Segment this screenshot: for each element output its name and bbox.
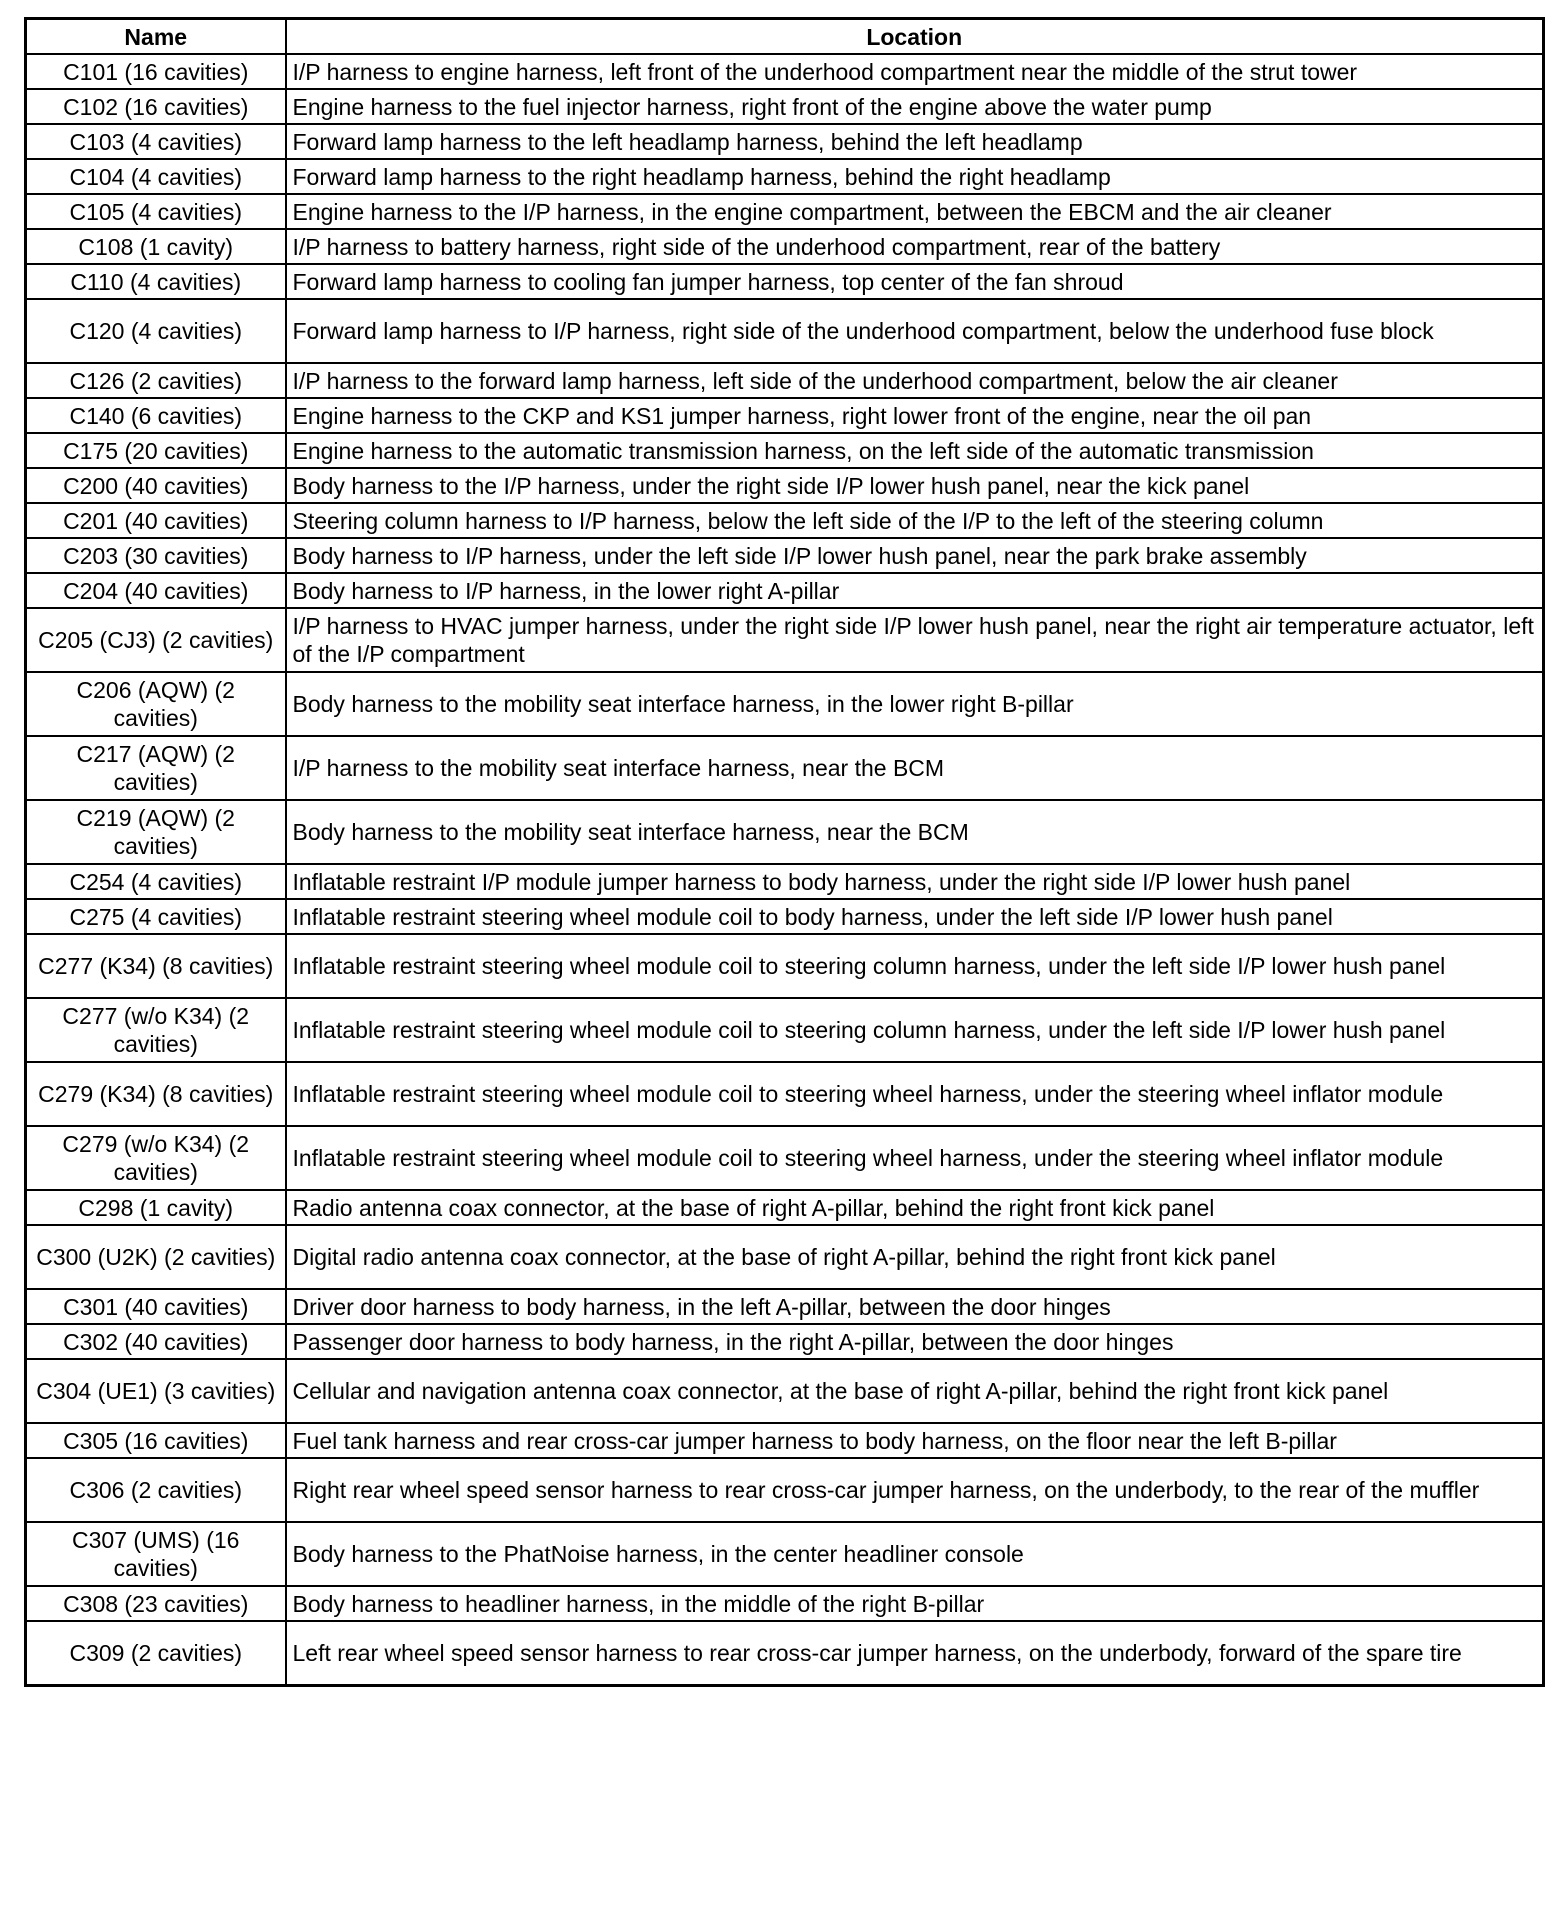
table-row [26, 934, 1544, 998]
connector-location: I/P harness to HVAC jumper harness, under the right side I/P lower hush panel, near the right air temperature actuator, left of the I/P compartment [286, 608, 1544, 672]
connector-name: C101 (16 cavities) [26, 54, 286, 89]
connector-location: Inflatable restraint steering wheel module coil to steering column harness, under the left side I/P lower hush panel [286, 934, 1544, 998]
connector-location: I/P harness to battery harness, right side of the underhood compartment, rear of the battery [286, 229, 1544, 264]
connector-name: C102 (16 cavities) [26, 89, 286, 124]
connector-location: Digital radio antenna coax connector, at the base of right A-pillar, behind the right front kick panel [286, 1225, 1544, 1289]
connector-name: C200 (40 cavities) [26, 468, 286, 503]
table-row [26, 899, 1544, 934]
connector-location: Forward lamp harness to the right headlamp harness, behind the right headlamp [286, 159, 1544, 194]
table-row [26, 1621, 1544, 1686]
table-row [26, 1190, 1544, 1225]
table-row [26, 608, 1544, 672]
connector-location: Inflatable restraint steering wheel module coil to body harness, under the left side I/P lower hush panel [286, 899, 1544, 934]
connector-name: C275 (4 cavities) [26, 899, 286, 934]
connector-name: C204 (40 cavities) [26, 573, 286, 608]
connector-location: Inflatable restraint steering wheel module coil to steering wheel harness, under the steering wheel inflator module [286, 1062, 1544, 1126]
table-row [26, 1359, 1544, 1423]
table-row [26, 1225, 1544, 1289]
connector-location-table [24, 17, 1545, 1687]
connector-name: C254 (4 cavities) [26, 864, 286, 899]
connector-location: Right rear wheel speed sensor harness to rear cross-car jumper harness, on the underbody, to the rear of the muffler [286, 1458, 1544, 1522]
table-row [26, 159, 1544, 194]
table-row [26, 468, 1544, 503]
table-row [26, 1126, 1544, 1190]
table-row [26, 1062, 1544, 1126]
connector-name: C203 (30 cavities) [26, 538, 286, 573]
connector-location: Body harness to the mobility seat interface harness, near the BCM [286, 800, 1544, 864]
connector-location: Steering column harness to I/P harness, below the left side of the I/P to the left of the steering column [286, 503, 1544, 538]
connector-name: C105 (4 cavities) [26, 194, 286, 229]
connector-location: Driver door harness to body harness, in the left A-pillar, between the door hinges [286, 1289, 1544, 1324]
connector-location: Radio antenna coax connector, at the base of right A-pillar, behind the right front kick panel [286, 1190, 1544, 1225]
table-header-row [26, 19, 1544, 55]
table-body [26, 54, 1544, 1686]
connector-location: Inflatable restraint steering wheel module coil to steering wheel harness, under the steering wheel inflator module [286, 1126, 1544, 1190]
connector-name: C110 (4 cavities) [26, 264, 286, 299]
connector-location: I/P harness to the forward lamp harness, left side of the underhood compartment, below the air cleaner [286, 363, 1544, 398]
table-row [26, 1586, 1544, 1621]
table-row [26, 672, 1544, 736]
connector-name: C306 (2 cavities) [26, 1458, 286, 1522]
connector-name: C104 (4 cavities) [26, 159, 286, 194]
table-row [26, 1522, 1544, 1586]
table-row [26, 1324, 1544, 1359]
location-column-header: Location [286, 19, 1544, 55]
connector-location: Forward lamp harness to I/P harness, right side of the underhood compartment, below the underhood fuse block [286, 299, 1544, 363]
table-row [26, 229, 1544, 264]
connector-name: C302 (40 cavities) [26, 1324, 286, 1359]
connector-location: Body harness to I/P harness, under the left side I/P lower hush panel, near the park brake assembly [286, 538, 1544, 573]
connector-location: Body harness to I/P harness, in the lower right A-pillar [286, 573, 1544, 608]
connector-name: C301 (40 cavities) [26, 1289, 286, 1324]
connector-name: C103 (4 cavities) [26, 124, 286, 159]
table-row [26, 1423, 1544, 1458]
connector-name: C140 (6 cavities) [26, 398, 286, 433]
connector-location: Fuel tank harness and rear cross-car jumper harness to body harness, on the floor near the left B-pillar [286, 1423, 1544, 1458]
table-row [26, 736, 1544, 800]
connector-name: C300 (U2K) (2 cavities) [26, 1225, 286, 1289]
connector-location: Inflatable restraint steering wheel module coil to steering column harness, under the left side I/P lower hush panel [286, 998, 1544, 1062]
connector-location: Body harness to headliner harness, in the middle of the right B-pillar [286, 1586, 1544, 1621]
connector-name: C307 (UMS) (16 cavities) [26, 1522, 286, 1586]
table-row [26, 299, 1544, 363]
table-row [26, 800, 1544, 864]
connector-name: C277 (K34) (8 cavities) [26, 934, 286, 998]
connector-location: Cellular and navigation antenna coax connector, at the base of right A-pillar, behind the right front kick panel [286, 1359, 1544, 1423]
connector-name: C175 (20 cavities) [26, 433, 286, 468]
connector-name: C279 (K34) (8 cavities) [26, 1062, 286, 1126]
connector-name: C308 (23 cavities) [26, 1586, 286, 1621]
connector-location: Passenger door harness to body harness, in the right A-pillar, between the door hinges [286, 1324, 1544, 1359]
connector-location: Engine harness to the CKP and KS1 jumper harness, right lower front of the engine, near the oil pan [286, 398, 1544, 433]
connector-location: I/P harness to the mobility seat interface harness, near the BCM [286, 736, 1544, 800]
table-row [26, 433, 1544, 468]
connector-name: C309 (2 cavities) [26, 1621, 286, 1686]
connector-location: Inflatable restraint I/P module jumper harness to body harness, under the right side I/P lower hush panel [286, 864, 1544, 899]
connector-name: C120 (4 cavities) [26, 299, 286, 363]
connector-name: C217 (AQW) (2 cavities) [26, 736, 286, 800]
connector-name: C298 (1 cavity) [26, 1190, 286, 1225]
connector-location: Body harness to the I/P harness, under the right side I/P lower hush panel, near the kick panel [286, 468, 1544, 503]
connector-name: C305 (16 cavities) [26, 1423, 286, 1458]
table-row [26, 398, 1544, 433]
connector-location: Engine harness to the fuel injector harness, right front of the engine above the water pump [286, 89, 1544, 124]
connector-name: C277 (w/o K34) (2 cavities) [26, 998, 286, 1062]
connector-location: Forward lamp harness to cooling fan jumper harness, top center of the fan shroud [286, 264, 1544, 299]
connector-location: Body harness to the mobility seat interface harness, in the lower right B-pillar [286, 672, 1544, 736]
connector-name: C219 (AQW) (2 cavities) [26, 800, 286, 864]
connector-name: C206 (AQW) (2 cavities) [26, 672, 286, 736]
connector-name: C279 (w/o K34) (2 cavities) [26, 1126, 286, 1190]
table-row [26, 1458, 1544, 1522]
connector-name: C304 (UE1) (3 cavities) [26, 1359, 286, 1423]
name-column-header: Name [26, 19, 286, 55]
table-row [26, 194, 1544, 229]
connector-name: C108 (1 cavity) [26, 229, 286, 264]
table-row [26, 1289, 1544, 1324]
connector-location: I/P harness to engine harness, left front of the underhood compartment near the middle of the strut tower [286, 54, 1544, 89]
table-row [26, 538, 1544, 573]
connector-name: C201 (40 cavities) [26, 503, 286, 538]
table-row [26, 864, 1544, 899]
connector-location: Body harness to the PhatNoise harness, in the center headliner console [286, 1522, 1544, 1586]
connector-name: C126 (2 cavities) [26, 363, 286, 398]
table-row [26, 573, 1544, 608]
table-row [26, 89, 1544, 124]
table-row [26, 363, 1544, 398]
table-row [26, 54, 1544, 89]
table-row [26, 503, 1544, 538]
table-row [26, 998, 1544, 1062]
connector-location: Engine harness to the automatic transmission harness, on the left side of the automatic transmission [286, 433, 1544, 468]
connector-location: Forward lamp harness to the left headlamp harness, behind the left headlamp [286, 124, 1544, 159]
table-row [26, 124, 1544, 159]
connector-name: C205 (CJ3) (2 cavities) [26, 608, 286, 672]
connector-location: Engine harness to the I/P harness, in the engine compartment, between the EBCM and the air cleaner [286, 194, 1544, 229]
table-row [26, 264, 1544, 299]
connector-location: Left rear wheel speed sensor harness to rear cross-car jumper harness, on the underbody, forward of the spare tire [286, 1621, 1544, 1686]
